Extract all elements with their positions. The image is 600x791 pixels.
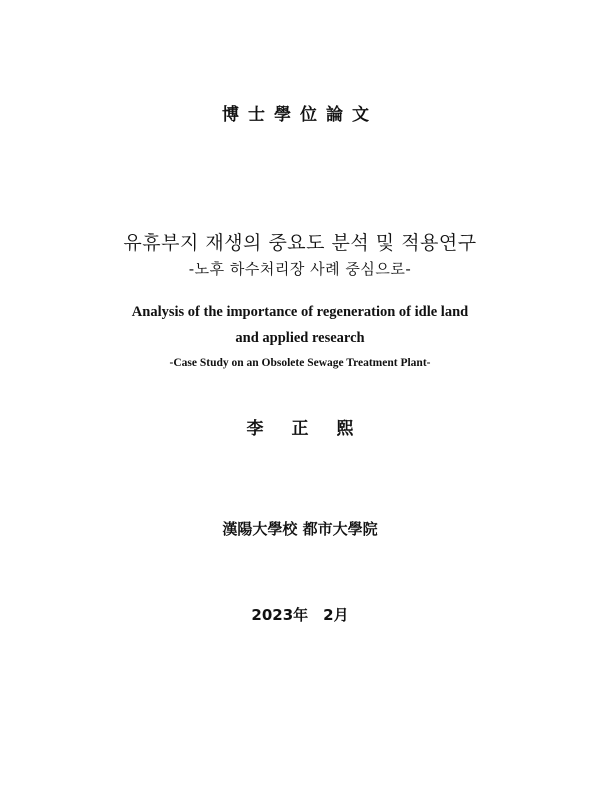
thesis-title-english-line2: and applied research bbox=[235, 330, 365, 346]
degree-type-heading: 博士學位論文 bbox=[222, 105, 378, 125]
submission-date: 2023年 2月 bbox=[251, 606, 349, 624]
author-name: 李正熙 bbox=[246, 419, 382, 439]
institution-name: 漢陽大學校 都市大學院 bbox=[222, 520, 378, 538]
thesis-title-korean: 유휴부지 재생의 중요도 분석 및 적용연구 bbox=[123, 232, 477, 254]
thesis-subtitle-korean: -노후 하수처리장 사례 중심으로- bbox=[188, 260, 412, 278]
thesis-title-english-line1: Analysis of the importance of regeneration of idle land bbox=[131, 304, 469, 320]
thesis-subtitle-english: -Case Study on an Obsolete Sewage Treatment Plant- bbox=[169, 357, 431, 369]
